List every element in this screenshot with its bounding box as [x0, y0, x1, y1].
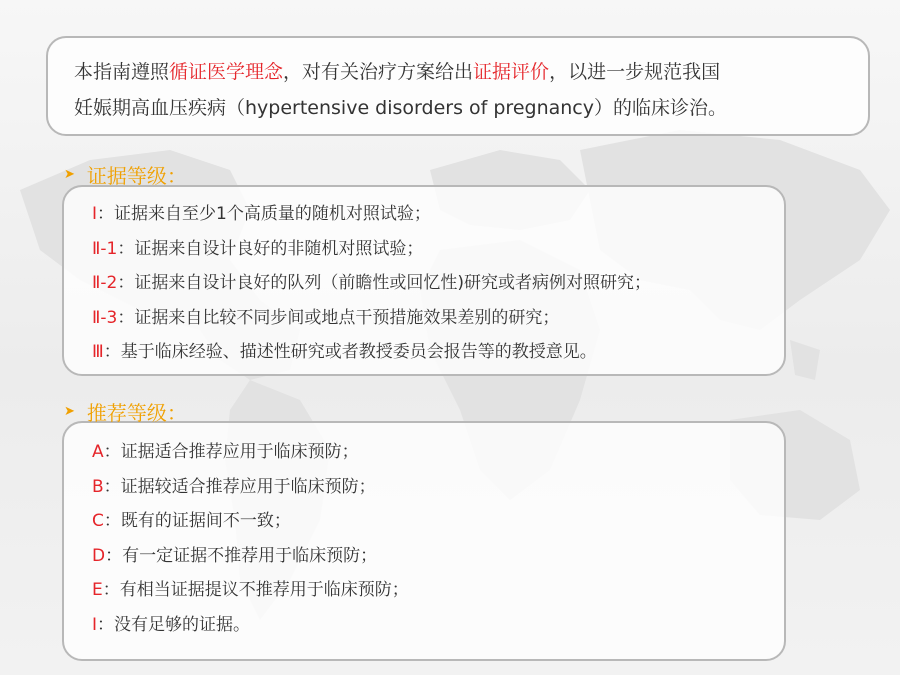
- grade-text: ：没有足够的证据。: [97, 614, 251, 635]
- evidence-panel: [62, 185, 786, 376]
- level-text: ：证据来自至少1个高质量的随机对照试验；: [97, 204, 431, 224]
- grade-code: D: [92, 545, 106, 566]
- level-code: Ⅱ-3: [92, 307, 118, 328]
- recommend-heading: [64, 397, 187, 426]
- level-code: Ⅱ-2: [92, 273, 118, 293]
- grade-code: A: [92, 442, 104, 462]
- grade-text: ：有相当证据提议不推荐用于临床预防；: [102, 580, 409, 600]
- level-code: Ⅱ-1: [92, 238, 118, 259]
- arrow-right-icon: ➤: [64, 404, 75, 419]
- list-item: [64, 504, 784, 539]
- grade-text: ：既有的证据间不一致；: [103, 511, 291, 531]
- grade-text: ：有一定证据不推荐用于临床预防；: [105, 545, 378, 566]
- list-item: [64, 470, 784, 505]
- intro-highlight: 循证医学理念: [169, 61, 284, 83]
- evidence-heading: [64, 160, 187, 189]
- intro-highlight: 证据评价: [473, 61, 550, 83]
- level-text: ：证据来自设计良好的非随机对照试验；: [117, 238, 424, 259]
- list-item: [64, 573, 784, 608]
- level-text: ：基于临床经验、描述性研究或者教授委员会报告等的教授意见。: [103, 342, 597, 362]
- list-item: [64, 608, 784, 643]
- list-item: [64, 539, 784, 574]
- intro-line-2: 妊娠期高血压疾病（hypertensive disorders of pregnancy）的临床诊治。: [74, 97, 727, 119]
- grade-code: Ⅰ: [92, 614, 98, 635]
- list-item: [64, 197, 784, 232]
- arrow-right-icon: ➤: [64, 167, 75, 182]
- list-item: [64, 301, 784, 336]
- list-item: [64, 435, 784, 470]
- list-item: [64, 232, 784, 267]
- intro-text: 本指南遵照: [74, 61, 170, 83]
- level-text: ：证据来自比较不同步间或地点干预措施效果差别的研究；: [117, 307, 560, 328]
- recommend-panel: [62, 421, 786, 661]
- list-item: [64, 266, 784, 301]
- grade-text: ：证据较适合推荐应用于临床预防；: [103, 476, 376, 497]
- intro-line-1: [74, 54, 844, 90]
- level-code: Ⅲ: [92, 342, 104, 362]
- grade-code: B: [92, 476, 104, 497]
- intro-panel: [46, 36, 870, 136]
- evidence-title: 证据等级：: [86, 164, 187, 188]
- list-item: [64, 335, 784, 370]
- grade-code: C: [92, 511, 104, 531]
- intro-text: ，以进一步规范我国: [549, 61, 721, 83]
- grade-text: ：证据适合推荐应用于临床预防；: [103, 442, 359, 462]
- intro-text: ，对有关治疗方案给出: [283, 61, 474, 83]
- grade-code: E: [92, 580, 103, 600]
- recommend-title: 推荐等级：: [86, 401, 187, 425]
- level-code: Ⅰ: [92, 204, 98, 224]
- level-text: ：证据来自设计良好的队列（前瞻性或回忆性)研究或者病例对照研究；: [117, 273, 651, 293]
